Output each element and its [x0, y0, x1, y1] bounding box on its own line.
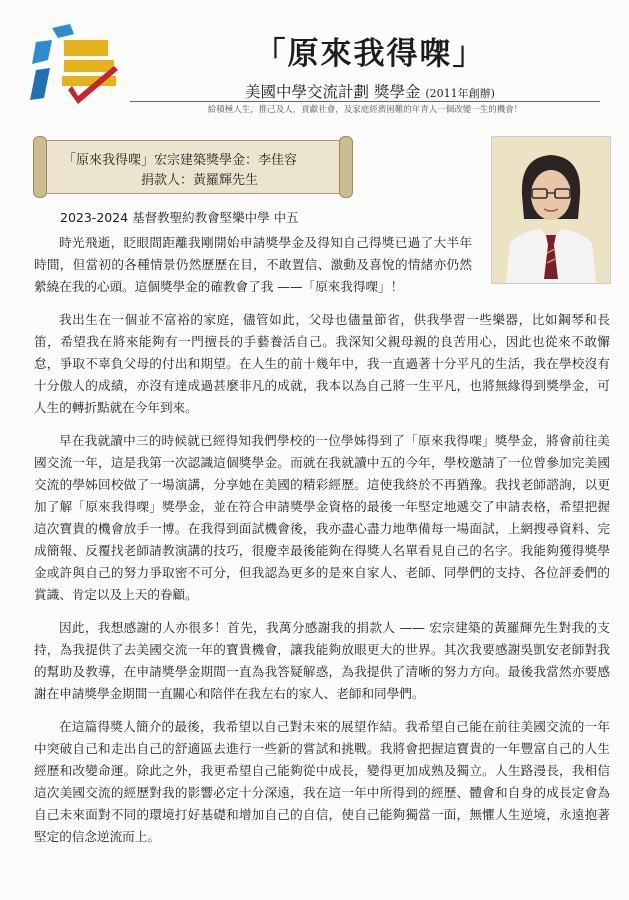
program-name: 美國中學交流計劃 獎學金 [245, 83, 421, 101]
page-title: 「原來我得㗎」 [254, 36, 486, 72]
header-divider [130, 101, 600, 102]
paragraph: 早在我就讀中三的時候就已經得知我們學校的一位學姊得到了「原來我得㗎」獎學金，將會前往美國交流一年，這是我第一次認識這個獎學金。而就在我就讀中五的今年，學校邀請了一位曾參加完美國交流的學姊回校做了一場演講，分享她在美國的精彩經歷。這使我終於不再猶豫。我找老師諮詢，以更加了解「原來我得㗎」獎學金，並在符合申請獎學金資格的最後一年堅定地遞交了申請表格，希望把握這次寶貴的機會放手一博。在我得到面試機會後，我亦盡心盡力地準備每一場面試，上網搜尋資料、完成簡報、反覆找老師請教演講的技巧，很慶幸最後能夠在得獎人名單看見自己的名字。我能夠獲得獎學金或許與自己的努力爭取密不可分，但我認為更多的是來自家人、老師、同學們的支持、各位評委們的賞識、肯定以及上天的眷顧。 [34, 433, 610, 602]
student-school-grade: 2023-2024 基督教聖約教會堅樂中學 中五 [60, 210, 299, 225]
award-banner [40, 140, 346, 194]
logo-icon [22, 20, 126, 110]
award-scholarship-recipient: 「原來我得㗎」宏宗建築獎學金：李佳容 [63, 153, 298, 168]
tagline: 給積極人生，推己及人，貢獻社會，及家庭經濟困難的年青人一個改變一生的機會！ [207, 105, 523, 115]
paragraph: 因此，我想感謝的人亦很多！首先，我萬分感謝我的捐款人 —— 宏宗建築的黃羅輝先生對我的支持，為我提供了去美國交流一年的寶貴機會，讓我能夠放眼更大的世界。其次我要感謝吳凱安老師對我的幫助及教導，在申請獎學金期間一直為我答疑解惑，為我提供了清晰的努力方向。最後我當然亦要感謝在申請獎學金期間一直關心和陪伴在我左右的家人、老師和同學們。 [34, 620, 610, 701]
paragraph: 時光飛逝，眨眼間距離我剛開始申請獎學金及得知自己得獎已過了大半年時間，但當初的各種情景仍然歷歷在目，不敢置信、激動及喜悅的情緒亦仍然縈繞在我的心頭。這個獎學金的確教會了我 ——「原來我得㗎」！ [34, 235, 472, 294]
article-body [34, 232, 610, 859]
paragraph: 在這篇得獎人簡介的最後，我希望以自己對未來的展望作結。我希望自己能在前往美國交流的一年中突破自己和走出自己的舒適區去進行一些新的嘗試和挑戰。我將會把握這寶貴的一年豐富自己的人生經歷和改變命運。除此之外，我更希望自己能夠從中成長，變得更加成熟及獨立。人生路漫長，我相信這次美國交流的經歷對我的影響必定十分深遠，我在這一年中所得到的經歷、體會和自身的成長定會為自己未來面對不同的環境打好基礎和增加自己的自信，使自己能夠獨當一面，無懼人生逆境，永遠抱著堅定的信念逆流而上。 [34, 719, 610, 844]
paragraph: 我出生在一個並不富裕的家庭，儘管如此，父母也儘量節省，供我學習一些樂器，比如鋼琴和長笛，希望我在將來能夠有一門擅長的手藝養活自己。我深知父親母親的良苦用心，因此也從來不敢懈怠，爭取不辜負父母的付出和期望。在人生的前十幾年中，我一直過著十分平凡的生活，我在學校沒有十分傲人的成績，亦沒有達成過甚麼非凡的成就，我本以為自己將一生平凡，也將無緣得到獎學金，可人生的轉折點就在今年到來。 [34, 312, 610, 415]
award-donor: 捐款人：黃羅輝先生 [141, 173, 259, 188]
founded-year: (2011年創辦) [425, 87, 495, 100]
program-subtitle [120, 80, 620, 102]
